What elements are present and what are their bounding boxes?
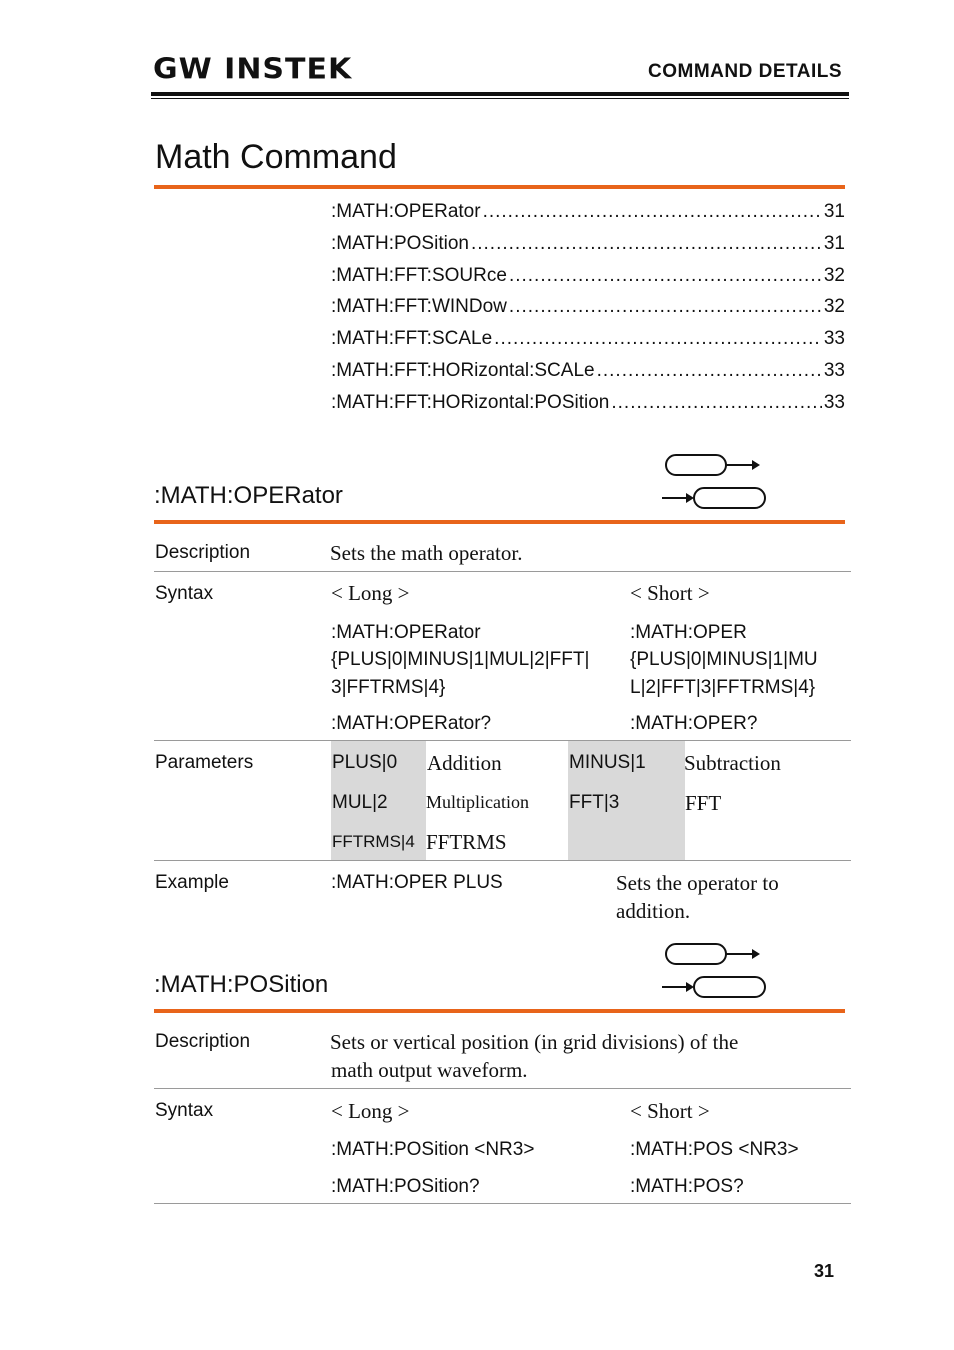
- long-set-syntax: 3|FFTRMS|4}: [331, 677, 446, 698]
- toc-entry-name: :MATH:FFT:SCALe: [331, 328, 493, 349]
- header-rule: [151, 92, 849, 96]
- param-value: FFT|3: [569, 792, 620, 813]
- toc-leader: [471, 233, 822, 255]
- set-query-icon: [660, 453, 770, 513]
- title-underline: [154, 185, 845, 189]
- param-value: MINUS|1: [569, 752, 646, 773]
- param-desc: Multiplication: [426, 792, 529, 812]
- row-divider: [154, 1088, 851, 1089]
- toc-entry-page: 32: [823, 265, 845, 286]
- toc-entry-page: 33: [823, 392, 845, 413]
- row-divider: [154, 860, 851, 861]
- toc-entry[interactable]: [331, 233, 845, 261]
- toc-entry[interactable]: [331, 360, 845, 388]
- long-set-syntax: {PLUS|0|MINUS|1|MUL|2|FFT|: [331, 649, 590, 670]
- short-set-syntax: :MATH:OPER: [630, 622, 747, 643]
- short-query-syntax: :MATH:POS?: [630, 1176, 744, 1197]
- description-text: math output waveform.: [331, 1058, 528, 1082]
- parameters-label: Parameters: [155, 752, 254, 773]
- param-value: PLUS|0: [332, 752, 398, 773]
- param-desc: Subtraction: [684, 751, 781, 775]
- syntax-label: Syntax: [155, 1100, 214, 1121]
- toc-entry-page: 33: [823, 328, 845, 349]
- toc-entry-page: 31: [823, 201, 845, 222]
- short-query-syntax: :MATH:OPER?: [630, 713, 758, 734]
- toc-entry[interactable]: [331, 296, 845, 324]
- param-desc: Addition: [427, 751, 502, 775]
- toc-entry[interactable]: [331, 201, 845, 229]
- row-divider: [154, 740, 851, 741]
- description-label: Description: [155, 1031, 251, 1052]
- toc-leader: [494, 328, 822, 350]
- param-desc: FFTRMS: [426, 830, 507, 854]
- short-set-syntax: L|2|FFT|3|FFTRMS|4}: [630, 677, 816, 698]
- set-query-icon: [660, 942, 770, 1002]
- toc-leader: [597, 360, 822, 382]
- row-divider: [154, 1203, 851, 1204]
- row-divider: [154, 571, 851, 572]
- toc-leader: [509, 265, 822, 287]
- section-underline: [154, 1009, 845, 1013]
- section-title: COMMAND DETAILS: [648, 61, 842, 82]
- toc-entry-name: :MATH:OPERator: [331, 201, 481, 222]
- description-text: Sets or vertical position (in grid divisions) of the: [330, 1030, 739, 1054]
- long-query-syntax: :MATH:OPERator?: [331, 713, 492, 734]
- param-desc: FFT: [685, 791, 722, 815]
- brand-logo: GW INSTEK: [153, 52, 353, 87]
- toc-leader: [611, 392, 821, 414]
- toc-entry-name: :MATH:FFT:WINDow: [331, 296, 507, 317]
- example-description: addition.: [616, 899, 691, 923]
- example-description: Sets the operator to: [616, 871, 779, 895]
- long-set-syntax: :MATH:OPERator: [331, 622, 481, 643]
- toc-entry[interactable]: [331, 265, 845, 293]
- description-text: Sets the math operator.: [330, 541, 523, 565]
- toc-leader: [483, 201, 822, 223]
- toc-entry-page: 31: [823, 233, 845, 254]
- toc-entry-name: :MATH:FFT:HORizontal:POSition: [331, 392, 610, 413]
- syntax-label: Syntax: [155, 583, 214, 604]
- param-value: MUL|2: [332, 792, 388, 813]
- short-form-label: < Short >: [630, 1099, 710, 1123]
- command-heading: :MATH:POSition: [154, 971, 329, 998]
- example-label: Example: [155, 872, 229, 893]
- page-number: 31: [813, 1261, 834, 1281]
- toc-entry-name: :MATH:POSition: [331, 233, 469, 254]
- long-set-syntax: :MATH:POSition <NR3>: [331, 1139, 535, 1160]
- page-title: Math Command: [155, 138, 397, 176]
- toc-entry-name: :MATH:FFT:HORizontal:SCALe: [331, 360, 595, 381]
- short-set-syntax: {PLUS|0|MINUS|1|MU: [630, 649, 818, 670]
- short-form-label: < Short >: [630, 581, 710, 605]
- short-set-syntax: :MATH:POS <NR3>: [630, 1139, 799, 1160]
- long-query-syntax: :MATH:POSition?: [331, 1176, 480, 1197]
- toc-leader: [509, 296, 822, 318]
- toc-entry[interactable]: [331, 328, 845, 356]
- long-form-label: < Long >: [331, 581, 410, 605]
- example-command: :MATH:OPER PLUS: [331, 872, 503, 893]
- toc-entry[interactable]: [331, 392, 845, 420]
- toc-entry-page: 33: [823, 360, 845, 381]
- section-underline: [154, 520, 845, 524]
- toc-entry-name: :MATH:FFT:SOURce: [331, 265, 507, 286]
- toc-entry-page: 32: [823, 296, 845, 317]
- param-value: FFTRMS|4: [332, 832, 415, 851]
- long-form-label: < Long >: [331, 1099, 410, 1123]
- header-rule-thin: [151, 98, 849, 99]
- description-label: Description: [155, 542, 251, 563]
- command-heading: :MATH:OPERator: [154, 482, 343, 509]
